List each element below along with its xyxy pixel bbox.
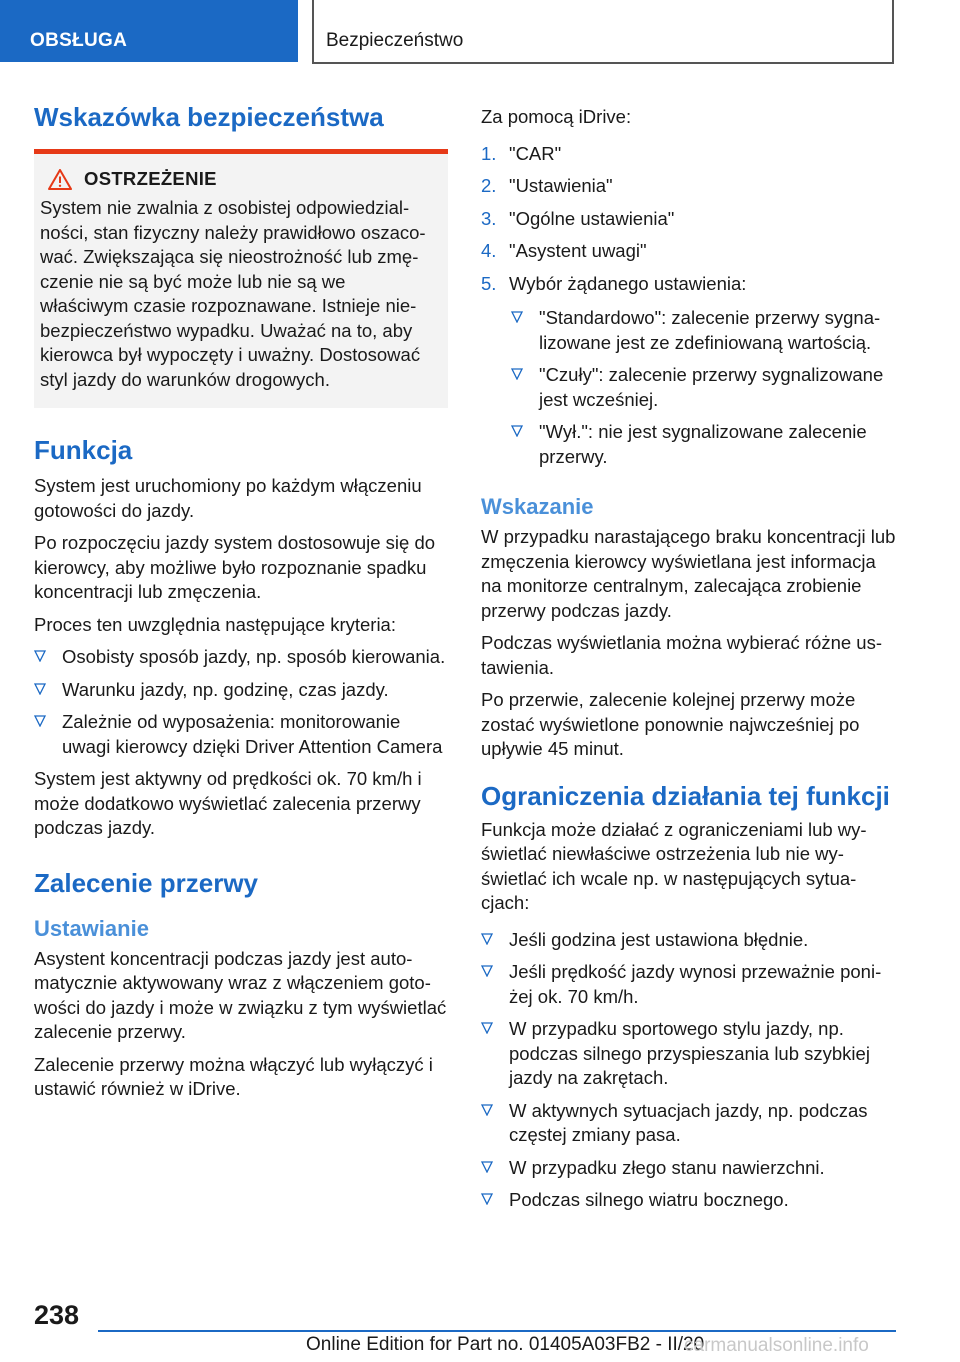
option-text: "Standardowo": zalecenie przerwy sygnalizowane jest ze zdefiniowaną wartością.	[539, 307, 881, 353]
limit-text: W aktywnych sytuacjach jazdy, np. podczas częstej zmiany pasa.	[509, 1099, 868, 1145]
option-text: "Czuły": zalecenie przerwy sygnalizowane jest wcześniej.	[539, 364, 884, 410]
bullet-triangle-icon	[481, 1104, 493, 1116]
warning-label: OSTRZEŻENIE	[84, 168, 217, 189]
list-item	[481, 1188, 896, 1213]
warning-triangle-icon	[48, 169, 72, 190]
bullet-triangle-icon	[34, 650, 46, 662]
step-text: "Ustawienia"	[509, 175, 613, 196]
settings-paragraph-1: Asystent koncentracji podczas jazdy jest automatycznie aktywowany wraz z włączeniem gotowości do jazdy i może w związku z tym wyświetlać zalecenie przerwy.	[34, 947, 447, 1042]
left-column	[34, 101, 448, 1110]
watermark: carmanualsonline.info	[684, 1335, 869, 1356]
list-item	[481, 1156, 896, 1181]
list-item	[481, 174, 896, 199]
criteria-text: Zależnie od wyposażenia: monitorowanie uwagi kierowcy dzięki Driver Attention Camera	[62, 711, 443, 757]
limit-text: Podczas silnego wiatru bocznego.	[509, 1189, 789, 1210]
topic-header	[312, 0, 894, 64]
bullet-triangle-icon	[34, 715, 46, 727]
bullet-triangle-icon	[511, 425, 523, 437]
bullet-triangle-icon	[481, 1022, 493, 1034]
list-item	[511, 306, 896, 355]
limits-list	[481, 928, 896, 1213]
footer-divider	[98, 1330, 896, 1332]
bullet-triangle-icon	[481, 965, 493, 977]
warning-box	[34, 149, 448, 408]
list-item	[481, 272, 896, 470]
section-label: OBSŁUGA	[30, 30, 128, 51]
options-list	[511, 306, 896, 469]
criteria-list	[34, 645, 448, 759]
bullet-triangle-icon	[481, 933, 493, 945]
step-number: 2.	[481, 175, 497, 196]
list-item	[481, 1099, 896, 1148]
function-paragraph-4: System jest aktywny od prędkości ok. 70 km/h i może dodatkowo wyświetlać zalecenia przerwy podczas jazdy.	[34, 768, 422, 838]
display-paragraph-2: Podczas wyświetlania można wybierać różne ustawienia.	[481, 632, 883, 678]
criteria-text: Warunku jazdy, np. godzinę, czas jazdy.	[62, 678, 389, 700]
edition-note: Online Edition for Part no. 01405A03FB2 - II/20	[306, 1334, 705, 1355]
list-item	[481, 928, 896, 953]
function-paragraph-1: System jest uruchomiony po każdym włączeniu gotowości do jazdy.	[34, 475, 422, 521]
bullet-triangle-icon	[511, 311, 523, 323]
limits-paragraph: Funkcja może działać z ograniczeniami lub wyświetlać niewłaściwe ostrzeżenia lub nie wyświetlać ich wcale np. w następujących sytuacjach:	[481, 818, 867, 913]
step-text: Wybór żądanego ustawienia:	[509, 272, 747, 294]
step-number: 3.	[481, 207, 497, 229]
page-number: 238	[34, 1300, 80, 1330]
step-text: "Ogólne ustawienia"	[509, 207, 675, 229]
list-item	[481, 142, 896, 167]
list-item	[481, 207, 896, 232]
section-tab	[0, 0, 298, 62]
bullet-triangle-icon	[511, 368, 523, 380]
list-item	[511, 420, 896, 469]
list-item	[34, 645, 448, 670]
idrive-steps	[481, 142, 896, 470]
list-item	[481, 239, 896, 264]
header-divider	[312, 0, 314, 64]
safety-title: Wskazówka bezpieczeństwa	[34, 102, 384, 132]
list-item	[481, 1017, 896, 1091]
bullet-triangle-icon	[481, 1161, 493, 1173]
step-number: 4.	[481, 240, 497, 261]
limit-text: W przypadku złego stanu nawierzchni.	[509, 1156, 825, 1178]
step-text: "Asystent uwagi"	[509, 240, 647, 261]
display-paragraph-1: W przypadku narastającego braku koncentracji lub zmęczenia kierowcy wyświetlana jest informacja na monitorze centralnym, zalecająca zrobienie przerwy podczas jazdy.	[481, 526, 896, 621]
option-text: "Wył.": nie jest sygnalizowane zalecenie przerwy.	[539, 421, 867, 467]
limit-text: W przypadku sportowego stylu jazdy, np. podczas silnego przyspieszania lub szybkiej jazdy na zakrętach.	[509, 1018, 870, 1088]
settings-paragraph-2: Zalecenie przerwy można włączyć lub wyłączyć i ustawić również w iDrive.	[34, 1053, 433, 1099]
warning-text: System nie zwalnia z osobistej odpowiedzialności, stan fizyczny należy prawidłowo oszacować. Zwiększająca się nieostrożność lub zmęczenie nie są być może lub nie są we właściwym czasie rozpoznawane. Istnieje niebezpieczeństwo wypadku. Uważać na to, aby kierowca był wypoczęty i uważny. Dostosować styl jazdy do warunków drogowych.	[40, 197, 426, 390]
step-text: "CAR"	[509, 142, 562, 164]
limits-title: Ograniczenia działania tej funkcji	[481, 780, 890, 811]
idrive-intro: Za pomocą iDrive:	[481, 106, 632, 127]
step-number: 1.	[481, 142, 497, 164]
display-paragraph-3: Po przerwie, zalecenie kolejnej przerwy może zostać wyświetlone ponownie najwcześniej po upływie 45 minut.	[481, 689, 860, 759]
bullet-triangle-icon	[34, 683, 46, 695]
list-item	[511, 363, 896, 412]
function-paragraph-3: Proces ten uwzględnia następujące kryteria:	[34, 613, 396, 635]
criteria-text: Osobisty sposób jazdy, np. sposób kierowania.	[62, 646, 446, 667]
topic-label: Bezpieczeństwo	[326, 30, 464, 51]
bullet-triangle-icon	[481, 1193, 493, 1205]
step-number: 5.	[481, 272, 497, 294]
function-paragraph-2: Po rozpoczęciu jazdy system dostosowuje się do kierowcy, aby możliwe było rozpoznanie spadku koncentracji lub zmęczenia.	[34, 532, 436, 602]
right-column	[481, 105, 896, 1221]
display-title: Wskazanie	[481, 494, 594, 519]
function-title: Funkcja	[34, 435, 133, 465]
break-title: Zalecenie przerwy	[34, 867, 258, 898]
limit-text: Jeśli godzina jest ustawiona błędnie.	[509, 928, 809, 950]
list-item	[34, 678, 448, 703]
settings-title: Ustawianie	[34, 915, 149, 941]
list-item	[481, 960, 896, 1009]
list-item	[34, 710, 448, 759]
limit-text: Jeśli prędkość jazdy wynosi przeważnie poniżej ok. 70 km/h.	[509, 961, 882, 1007]
